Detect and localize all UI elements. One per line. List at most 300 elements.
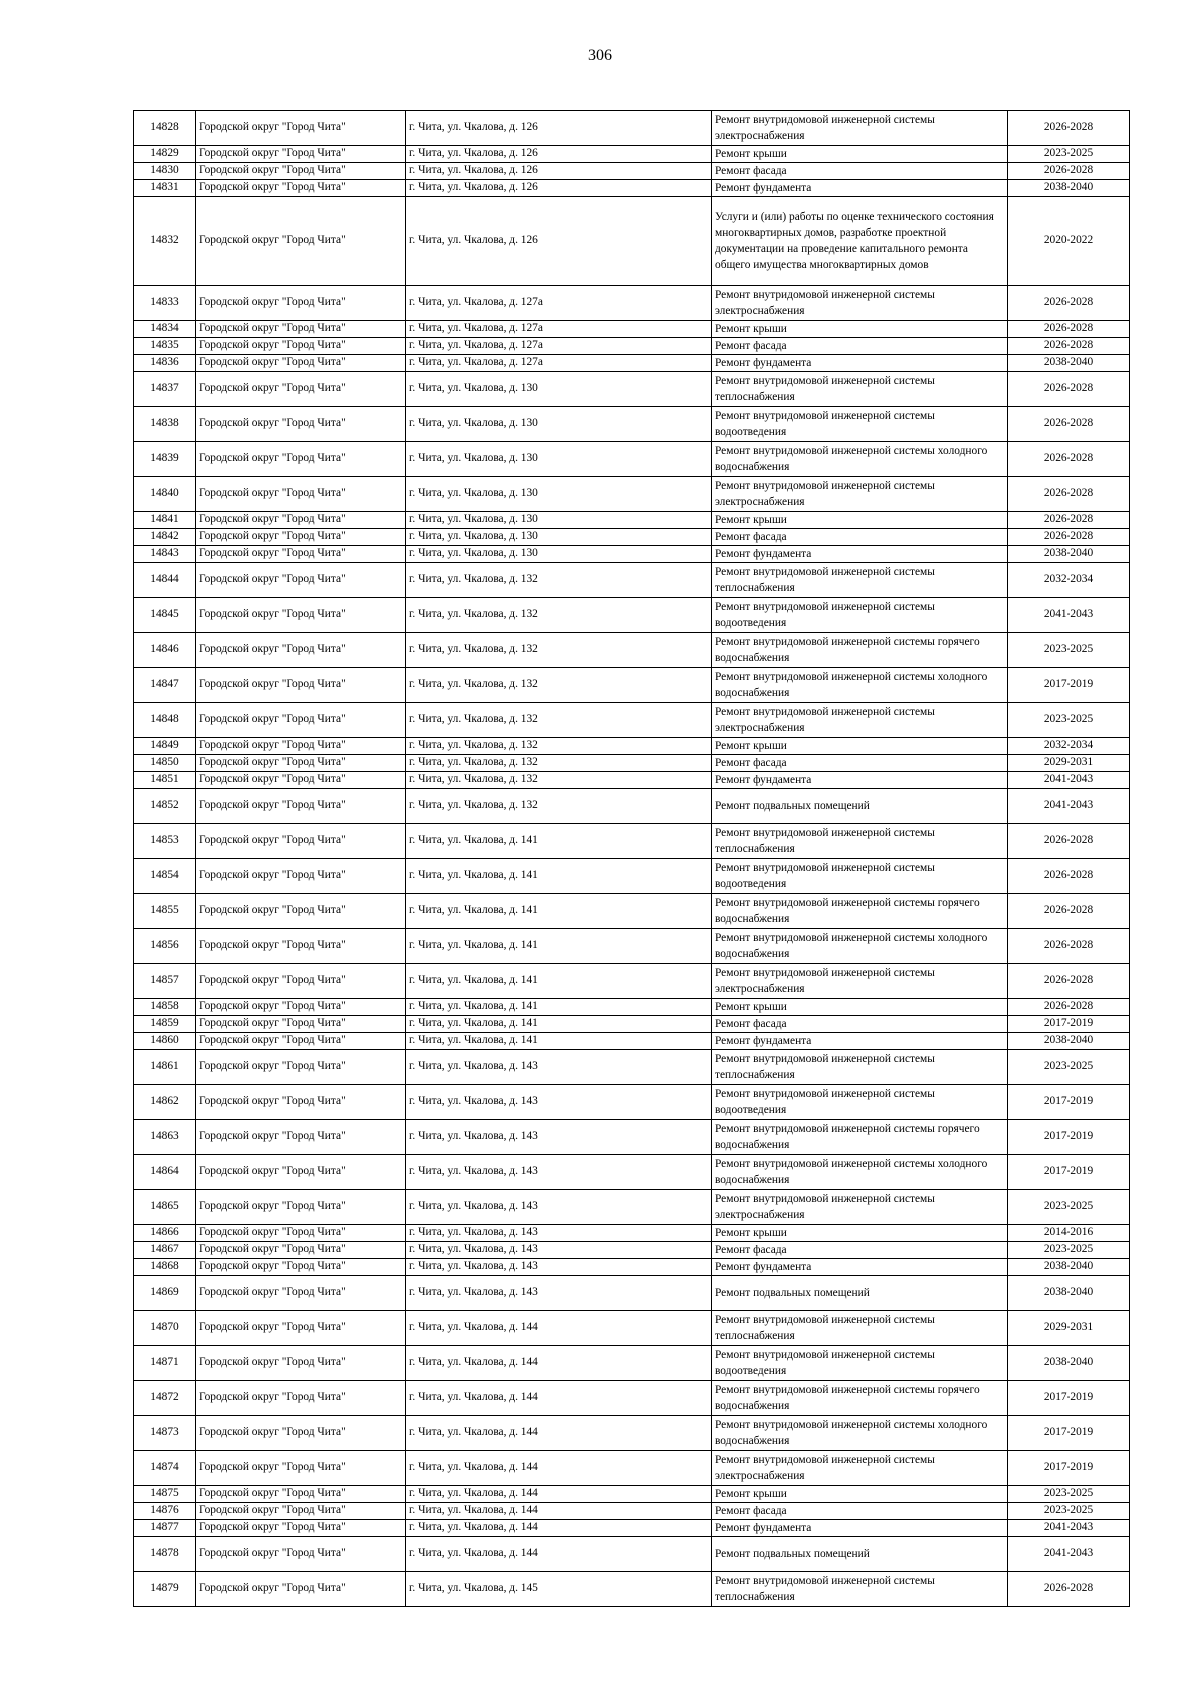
work-type-cell: Ремонт крыши bbox=[712, 1225, 1008, 1242]
repair-schedule-table bbox=[133, 110, 1130, 1607]
address-cell: г. Чита, ул. Чкалова, д. 132 bbox=[406, 633, 712, 668]
address-cell: г. Чита, ул. Чкалова, д. 132 bbox=[406, 598, 712, 633]
row-number-cell: 14831 bbox=[134, 180, 196, 197]
table-body bbox=[134, 111, 1130, 1607]
period-cell: 2041-2043 bbox=[1008, 1537, 1130, 1572]
period-cell: 2026-2028 bbox=[1008, 442, 1130, 477]
row-number-cell: 14879 bbox=[134, 1572, 196, 1607]
row-number-cell: 14869 bbox=[134, 1276, 196, 1311]
row-number-cell: 14852 bbox=[134, 789, 196, 824]
row-number-cell: 14850 bbox=[134, 755, 196, 772]
row-number-cell: 14845 bbox=[134, 598, 196, 633]
row-number-cell: 14841 bbox=[134, 512, 196, 529]
row-number-cell: 14849 bbox=[134, 738, 196, 755]
period-cell: 2026-2028 bbox=[1008, 407, 1130, 442]
period-cell: 2026-2028 bbox=[1008, 321, 1130, 338]
address-cell: г. Чита, ул. Чкалова, д. 132 bbox=[406, 772, 712, 789]
table-row bbox=[134, 1451, 1130, 1486]
table-row bbox=[134, 703, 1130, 738]
table-row bbox=[134, 999, 1130, 1016]
work-type-cell: Ремонт крыши bbox=[712, 321, 1008, 338]
period-cell: 2017-2019 bbox=[1008, 1016, 1130, 1033]
row-number-cell: 14875 bbox=[134, 1486, 196, 1503]
municipality-cell: Городской округ "Город Чита" bbox=[196, 407, 406, 442]
municipality-cell: Городской округ "Город Чита" bbox=[196, 1085, 406, 1120]
work-type-cell: Ремонт внутридомовой инженерной системы электроснабжения bbox=[712, 477, 1008, 512]
work-type-cell: Ремонт крыши bbox=[712, 146, 1008, 163]
municipality-cell: Городской округ "Город Чита" bbox=[196, 999, 406, 1016]
row-number-cell: 14830 bbox=[134, 163, 196, 180]
row-number-cell: 14871 bbox=[134, 1346, 196, 1381]
municipality-cell: Городской округ "Город Чита" bbox=[196, 1520, 406, 1537]
work-type-cell: Ремонт внутридомовой инженерной системы электроснабжения bbox=[712, 703, 1008, 738]
row-number-cell: 14832 bbox=[134, 197, 196, 286]
address-cell: г. Чита, ул. Чкалова, д. 141 bbox=[406, 1016, 712, 1033]
table-row bbox=[134, 1416, 1130, 1451]
period-cell: 2017-2019 bbox=[1008, 1155, 1130, 1190]
address-cell: г. Чита, ул. Чкалова, д. 127а bbox=[406, 338, 712, 355]
period-cell: 2014-2016 bbox=[1008, 1225, 1130, 1242]
work-type-cell: Ремонт фасада bbox=[712, 1016, 1008, 1033]
row-number-cell: 14837 bbox=[134, 372, 196, 407]
address-cell: г. Чита, ул. Чкалова, д. 130 bbox=[406, 546, 712, 563]
period-cell: 2026-2028 bbox=[1008, 477, 1130, 512]
municipality-cell: Городской округ "Город Чита" bbox=[196, 1225, 406, 1242]
municipality-cell: Городской округ "Город Чита" bbox=[196, 546, 406, 563]
address-cell: г. Чита, ул. Чкалова, д. 130 bbox=[406, 512, 712, 529]
municipality-cell: Городской округ "Город Чита" bbox=[196, 894, 406, 929]
work-type-cell: Ремонт фасада bbox=[712, 529, 1008, 546]
row-number-cell: 14828 bbox=[134, 111, 196, 146]
municipality-cell: Городской округ "Город Чита" bbox=[196, 477, 406, 512]
period-cell: 2017-2019 bbox=[1008, 1085, 1130, 1120]
municipality-cell: Городской округ "Город Чита" bbox=[196, 1311, 406, 1346]
municipality-cell: Городской округ "Город Чита" bbox=[196, 321, 406, 338]
period-cell: 2026-2028 bbox=[1008, 111, 1130, 146]
municipality-cell: Городской округ "Город Чита" bbox=[196, 197, 406, 286]
address-cell: г. Чита, ул. Чкалова, д. 143 bbox=[406, 1259, 712, 1276]
work-type-cell: Ремонт фасада bbox=[712, 1503, 1008, 1520]
address-cell: г. Чита, ул. Чкалова, д. 126 bbox=[406, 180, 712, 197]
work-type-cell: Ремонт внутридомовой инженерной системы холодного водоснабжения bbox=[712, 929, 1008, 964]
address-cell: г. Чита, ул. Чкалова, д. 141 bbox=[406, 859, 712, 894]
row-number-cell: 14877 bbox=[134, 1520, 196, 1537]
table-row bbox=[134, 512, 1130, 529]
period-cell: 2026-2028 bbox=[1008, 859, 1130, 894]
row-number-cell: 14870 bbox=[134, 1311, 196, 1346]
period-cell: 2041-2043 bbox=[1008, 598, 1130, 633]
table-row bbox=[134, 146, 1130, 163]
work-type-cell: Ремонт внутридомовой инженерной системы горячего водоснабжения bbox=[712, 894, 1008, 929]
municipality-cell: Городской округ "Город Чита" bbox=[196, 372, 406, 407]
address-cell: г. Чита, ул. Чкалова, д. 144 bbox=[406, 1311, 712, 1346]
address-cell: г. Чита, ул. Чкалова, д. 141 bbox=[406, 894, 712, 929]
row-number-cell: 14853 bbox=[134, 824, 196, 859]
row-number-cell: 14861 bbox=[134, 1050, 196, 1085]
period-cell: 2026-2028 bbox=[1008, 1572, 1130, 1607]
address-cell: г. Чита, ул. Чкалова, д. 132 bbox=[406, 668, 712, 703]
period-cell: 2029-2031 bbox=[1008, 755, 1130, 772]
period-cell: 2023-2025 bbox=[1008, 703, 1130, 738]
municipality-cell: Городской округ "Город Чита" bbox=[196, 111, 406, 146]
address-cell: г. Чита, ул. Чкалова, д. 143 bbox=[406, 1276, 712, 1311]
municipality-cell: Городской округ "Город Чита" bbox=[196, 703, 406, 738]
row-number-cell: 14857 bbox=[134, 964, 196, 999]
work-type-cell: Ремонт крыши bbox=[712, 512, 1008, 529]
period-cell: 2026-2028 bbox=[1008, 824, 1130, 859]
table-row bbox=[134, 1085, 1130, 1120]
municipality-cell: Городской округ "Город Чита" bbox=[196, 1259, 406, 1276]
municipality-cell: Городской округ "Город Чита" bbox=[196, 633, 406, 668]
address-cell: г. Чита, ул. Чкалова, д. 144 bbox=[406, 1503, 712, 1520]
period-cell: 2020-2022 bbox=[1008, 197, 1130, 286]
work-type-cell: Ремонт фундамента bbox=[712, 772, 1008, 789]
municipality-cell: Городской округ "Город Чита" bbox=[196, 824, 406, 859]
address-cell: г. Чита, ул. Чкалова, д. 144 bbox=[406, 1537, 712, 1572]
work-type-cell: Ремонт фундамента bbox=[712, 1033, 1008, 1050]
work-type-cell: Ремонт внутридомовой инженерной системы водоотведения bbox=[712, 1085, 1008, 1120]
row-number-cell: 14844 bbox=[134, 563, 196, 598]
table-row bbox=[134, 1537, 1130, 1572]
work-type-cell: Ремонт внутридомовой инженерной системы холодного водоснабжения bbox=[712, 442, 1008, 477]
work-type-cell: Ремонт внутридомовой инженерной системы теплоснабжения bbox=[712, 1572, 1008, 1607]
row-number-cell: 14867 bbox=[134, 1242, 196, 1259]
municipality-cell: Городской округ "Город Чита" bbox=[196, 1242, 406, 1259]
municipality-cell: Городской округ "Город Чита" bbox=[196, 529, 406, 546]
table-row bbox=[134, 563, 1130, 598]
municipality-cell: Городской округ "Город Чита" bbox=[196, 442, 406, 477]
row-number-cell: 14856 bbox=[134, 929, 196, 964]
municipality-cell: Городской округ "Город Чита" bbox=[196, 1486, 406, 1503]
work-type-cell: Ремонт внутридомовой инженерной системы водоотведения bbox=[712, 1346, 1008, 1381]
work-type-cell: Ремонт подвальных помещений bbox=[712, 1537, 1008, 1572]
address-cell: г. Чита, ул. Чкалова, д. 126 bbox=[406, 146, 712, 163]
row-number-cell: 14873 bbox=[134, 1416, 196, 1451]
address-cell: г. Чита, ул. Чкалова, д. 141 bbox=[406, 999, 712, 1016]
period-cell: 2041-2043 bbox=[1008, 772, 1130, 789]
address-cell: г. Чита, ул. Чкалова, д. 127а bbox=[406, 355, 712, 372]
period-cell: 2023-2025 bbox=[1008, 1190, 1130, 1225]
address-cell: г. Чита, ул. Чкалова, д. 144 bbox=[406, 1381, 712, 1416]
period-cell: 2041-2043 bbox=[1008, 1520, 1130, 1537]
address-cell: г. Чита, ул. Чкалова, д. 130 bbox=[406, 372, 712, 407]
work-type-cell: Ремонт крыши bbox=[712, 1486, 1008, 1503]
municipality-cell: Городской округ "Город Чита" bbox=[196, 355, 406, 372]
table-row bbox=[134, 1242, 1130, 1259]
address-cell: г. Чита, ул. Чкалова, д. 132 bbox=[406, 738, 712, 755]
table-row bbox=[134, 929, 1130, 964]
municipality-cell: Городской округ "Город Чита" bbox=[196, 512, 406, 529]
municipality-cell: Городской округ "Город Чита" bbox=[196, 1016, 406, 1033]
table-row bbox=[134, 372, 1130, 407]
table-row bbox=[134, 1276, 1130, 1311]
table-row bbox=[134, 338, 1130, 355]
period-cell: 2023-2025 bbox=[1008, 1242, 1130, 1259]
address-cell: г. Чита, ул. Чкалова, д. 144 bbox=[406, 1416, 712, 1451]
address-cell: г. Чита, ул. Чкалова, д. 141 bbox=[406, 964, 712, 999]
period-cell: 2017-2019 bbox=[1008, 668, 1130, 703]
period-cell: 2023-2025 bbox=[1008, 1486, 1130, 1503]
municipality-cell: Городской округ "Город Чита" bbox=[196, 1050, 406, 1085]
row-number-cell: 14848 bbox=[134, 703, 196, 738]
municipality-cell: Городской округ "Город Чита" bbox=[196, 563, 406, 598]
work-type-cell: Ремонт внутридомовой инженерной системы теплоснабжения bbox=[712, 563, 1008, 598]
address-cell: г. Чита, ул. Чкалова, д. 144 bbox=[406, 1520, 712, 1537]
address-cell: г. Чита, ул. Чкалова, д. 143 bbox=[406, 1190, 712, 1225]
period-cell: 2032-2034 bbox=[1008, 738, 1130, 755]
row-number-cell: 14843 bbox=[134, 546, 196, 563]
table-row bbox=[134, 163, 1130, 180]
period-cell: 2023-2025 bbox=[1008, 1503, 1130, 1520]
table-row bbox=[134, 111, 1130, 146]
table-row bbox=[134, 755, 1130, 772]
address-cell: г. Чита, ул. Чкалова, д. 145 bbox=[406, 1572, 712, 1607]
work-type-cell: Ремонт внутридомовой инженерной системы водоотведения bbox=[712, 598, 1008, 633]
address-cell: г. Чита, ул. Чкалова, д. 141 bbox=[406, 824, 712, 859]
address-cell: г. Чита, ул. Чкалова, д. 130 bbox=[406, 529, 712, 546]
municipality-cell: Городской округ "Город Чита" bbox=[196, 859, 406, 894]
row-number-cell: 14878 bbox=[134, 1537, 196, 1572]
period-cell: 2023-2025 bbox=[1008, 633, 1130, 668]
work-type-cell: Ремонт внутридомовой инженерной системы теплоснабжения bbox=[712, 824, 1008, 859]
work-type-cell: Ремонт фундамента bbox=[712, 1259, 1008, 1276]
work-type-cell: Ремонт внутридомовой инженерной системы водоотведения bbox=[712, 859, 1008, 894]
work-type-cell: Ремонт внутридомовой инженерной системы электроснабжения bbox=[712, 964, 1008, 999]
period-cell: 2017-2019 bbox=[1008, 1120, 1130, 1155]
work-type-cell: Ремонт подвальных помещений bbox=[712, 1276, 1008, 1311]
row-number-cell: 14838 bbox=[134, 407, 196, 442]
row-number-cell: 14836 bbox=[134, 355, 196, 372]
period-cell: 2038-2040 bbox=[1008, 1033, 1130, 1050]
work-type-cell: Ремонт внутридомовой инженерной системы горячего водоснабжения bbox=[712, 1381, 1008, 1416]
row-number-cell: 14851 bbox=[134, 772, 196, 789]
table-row bbox=[134, 1311, 1130, 1346]
table-row bbox=[134, 668, 1130, 703]
address-cell: г. Чита, ул. Чкалова, д. 130 bbox=[406, 442, 712, 477]
table-row bbox=[134, 286, 1130, 321]
row-number-cell: 14862 bbox=[134, 1085, 196, 1120]
work-type-cell: Ремонт подвальных помещений bbox=[712, 789, 1008, 824]
address-cell: г. Чита, ул. Чкалова, д. 132 bbox=[406, 703, 712, 738]
municipality-cell: Городской округ "Город Чита" bbox=[196, 1572, 406, 1607]
work-type-cell: Ремонт внутридомовой инженерной системы электроснабжения bbox=[712, 111, 1008, 146]
municipality-cell: Городской округ "Город Чита" bbox=[196, 668, 406, 703]
period-cell: 2038-2040 bbox=[1008, 1259, 1130, 1276]
work-type-cell: Ремонт внутридомовой инженерной системы теплоснабжения bbox=[712, 372, 1008, 407]
row-number-cell: 14866 bbox=[134, 1225, 196, 1242]
row-number-cell: 14865 bbox=[134, 1190, 196, 1225]
municipality-cell: Городской округ "Город Чита" bbox=[196, 755, 406, 772]
table-row bbox=[134, 1225, 1130, 1242]
work-type-cell: Услуги и (или) работы по оценке технического состояния многоквартирных домов, разработке проектной документации на проведение капитального ремонта общего имущества многоквартирных домов bbox=[712, 197, 1008, 286]
table-row bbox=[134, 180, 1130, 197]
work-type-cell: Ремонт внутридомовой инженерной системы холодного водоснабжения bbox=[712, 1416, 1008, 1451]
table-row bbox=[134, 1050, 1130, 1085]
table-row bbox=[134, 407, 1130, 442]
municipality-cell: Городской округ "Город Чита" bbox=[196, 1416, 406, 1451]
table-row bbox=[134, 546, 1130, 563]
work-type-cell: Ремонт фундамента bbox=[712, 1520, 1008, 1537]
table-row bbox=[134, 321, 1130, 338]
address-cell: г. Чита, ул. Чкалова, д. 130 bbox=[406, 407, 712, 442]
table-row bbox=[134, 442, 1130, 477]
address-cell: г. Чита, ул. Чкалова, д. 144 bbox=[406, 1486, 712, 1503]
municipality-cell: Городской округ "Город Чита" bbox=[196, 1120, 406, 1155]
municipality-cell: Городской округ "Город Чита" bbox=[196, 1451, 406, 1486]
page-number: 306 bbox=[588, 47, 612, 64]
period-cell: 2029-2031 bbox=[1008, 1311, 1130, 1346]
period-cell: 2026-2028 bbox=[1008, 929, 1130, 964]
table-row bbox=[134, 824, 1130, 859]
period-cell: 2026-2028 bbox=[1008, 338, 1130, 355]
work-type-cell: Ремонт внутридомовой инженерной системы водоотведения bbox=[712, 407, 1008, 442]
row-number-cell: 14855 bbox=[134, 894, 196, 929]
municipality-cell: Городской округ "Город Чита" bbox=[196, 338, 406, 355]
work-type-cell: Ремонт фасада bbox=[712, 338, 1008, 355]
table-row bbox=[134, 1190, 1130, 1225]
address-cell: г. Чита, ул. Чкалова, д. 132 bbox=[406, 755, 712, 772]
address-cell: г. Чита, ул. Чкалова, д. 143 bbox=[406, 1155, 712, 1190]
table-row bbox=[134, 1503, 1130, 1520]
address-cell: г. Чита, ул. Чкалова, д. 130 bbox=[406, 477, 712, 512]
work-type-cell: Ремонт внутридомовой инженерной системы холодного водоснабжения bbox=[712, 668, 1008, 703]
period-cell: 2026-2028 bbox=[1008, 529, 1130, 546]
period-cell: 2038-2040 bbox=[1008, 1346, 1130, 1381]
row-number-cell: 14834 bbox=[134, 321, 196, 338]
row-number-cell: 14829 bbox=[134, 146, 196, 163]
row-number-cell: 14864 bbox=[134, 1155, 196, 1190]
table-row bbox=[134, 197, 1130, 286]
period-cell: 2038-2040 bbox=[1008, 180, 1130, 197]
address-cell: г. Чита, ул. Чкалова, д. 126 bbox=[406, 163, 712, 180]
row-number-cell: 14840 bbox=[134, 477, 196, 512]
table-row bbox=[134, 1016, 1130, 1033]
row-number-cell: 14833 bbox=[134, 286, 196, 321]
municipality-cell: Городской округ "Город Чита" bbox=[196, 772, 406, 789]
work-type-cell: Ремонт крыши bbox=[712, 738, 1008, 755]
address-cell: г. Чита, ул. Чкалова, д. 143 bbox=[406, 1242, 712, 1259]
period-cell: 2041-2043 bbox=[1008, 789, 1130, 824]
municipality-cell: Городской округ "Город Чита" bbox=[196, 789, 406, 824]
period-cell: 2026-2028 bbox=[1008, 512, 1130, 529]
address-cell: г. Чита, ул. Чкалова, д. 126 bbox=[406, 197, 712, 286]
work-type-cell: Ремонт фундамента bbox=[712, 180, 1008, 197]
table-row bbox=[134, 789, 1130, 824]
municipality-cell: Городской округ "Город Чита" bbox=[196, 738, 406, 755]
table-row bbox=[134, 1486, 1130, 1503]
row-number-cell: 14876 bbox=[134, 1503, 196, 1520]
municipality-cell: Городской округ "Город Чита" bbox=[196, 146, 406, 163]
row-number-cell: 14839 bbox=[134, 442, 196, 477]
table-row bbox=[134, 738, 1130, 755]
row-number-cell: 14835 bbox=[134, 338, 196, 355]
municipality-cell: Городской округ "Город Чита" bbox=[196, 180, 406, 197]
row-number-cell: 14847 bbox=[134, 668, 196, 703]
row-number-cell: 14858 bbox=[134, 999, 196, 1016]
period-cell: 2038-2040 bbox=[1008, 355, 1130, 372]
row-number-cell: 14874 bbox=[134, 1451, 196, 1486]
period-cell: 2026-2028 bbox=[1008, 286, 1130, 321]
period-cell: 2017-2019 bbox=[1008, 1416, 1130, 1451]
municipality-cell: Городской округ "Город Чита" bbox=[196, 286, 406, 321]
table-row bbox=[134, 772, 1130, 789]
table-row bbox=[134, 1572, 1130, 1607]
work-type-cell: Ремонт внутридомовой инженерной системы теплоснабжения bbox=[712, 1311, 1008, 1346]
municipality-cell: Городской округ "Город Чита" bbox=[196, 1276, 406, 1311]
period-cell: 2026-2028 bbox=[1008, 163, 1130, 180]
table-row bbox=[134, 1259, 1130, 1276]
period-cell: 2017-2019 bbox=[1008, 1381, 1130, 1416]
address-cell: г. Чита, ул. Чкалова, д. 141 bbox=[406, 1033, 712, 1050]
row-number-cell: 14863 bbox=[134, 1120, 196, 1155]
period-cell: 2017-2019 bbox=[1008, 1451, 1130, 1486]
work-type-cell: Ремонт фундамента bbox=[712, 546, 1008, 563]
period-cell: 2038-2040 bbox=[1008, 1276, 1130, 1311]
work-type-cell: Ремонт фасада bbox=[712, 1242, 1008, 1259]
municipality-cell: Городской округ "Город Чита" bbox=[196, 1190, 406, 1225]
period-cell: 2026-2028 bbox=[1008, 999, 1130, 1016]
municipality-cell: Городской округ "Город Чита" bbox=[196, 964, 406, 999]
address-cell: г. Чита, ул. Чкалова, д. 132 bbox=[406, 789, 712, 824]
address-cell: г. Чита, ул. Чкалова, д. 141 bbox=[406, 929, 712, 964]
table-row bbox=[134, 964, 1130, 999]
table-row bbox=[134, 1346, 1130, 1381]
table-row bbox=[134, 894, 1130, 929]
period-cell: 2026-2028 bbox=[1008, 964, 1130, 999]
address-cell: г. Чита, ул. Чкалова, д. 143 bbox=[406, 1085, 712, 1120]
period-cell: 2023-2025 bbox=[1008, 1050, 1130, 1085]
work-type-cell: Ремонт фундамента bbox=[712, 355, 1008, 372]
work-type-cell: Ремонт крыши bbox=[712, 999, 1008, 1016]
row-number-cell: 14868 bbox=[134, 1259, 196, 1276]
period-cell: 2032-2034 bbox=[1008, 563, 1130, 598]
row-number-cell: 14842 bbox=[134, 529, 196, 546]
period-cell: 2026-2028 bbox=[1008, 372, 1130, 407]
table-row bbox=[134, 355, 1130, 372]
table-row bbox=[134, 1120, 1130, 1155]
table-row bbox=[134, 598, 1130, 633]
municipality-cell: Городской округ "Город Чита" bbox=[196, 1503, 406, 1520]
work-type-cell: Ремонт внутридомовой инженерной системы электроснабжения bbox=[712, 286, 1008, 321]
row-number-cell: 14872 bbox=[134, 1381, 196, 1416]
municipality-cell: Городской округ "Город Чита" bbox=[196, 1381, 406, 1416]
address-cell: г. Чита, ул. Чкалова, д. 127а bbox=[406, 286, 712, 321]
work-type-cell: Ремонт внутридомовой инженерной системы электроснабжения bbox=[712, 1451, 1008, 1486]
table-row bbox=[134, 1520, 1130, 1537]
address-cell: г. Чита, ул. Чкалова, д. 144 bbox=[406, 1346, 712, 1381]
address-cell: г. Чита, ул. Чкалова, д. 143 bbox=[406, 1120, 712, 1155]
work-type-cell: Ремонт внутридомовой инженерной системы теплоснабжения bbox=[712, 1050, 1008, 1085]
address-cell: г. Чита, ул. Чкалова, д. 144 bbox=[406, 1451, 712, 1486]
work-type-cell: Ремонт фасада bbox=[712, 163, 1008, 180]
row-number-cell: 14859 bbox=[134, 1016, 196, 1033]
municipality-cell: Городской округ "Город Чита" bbox=[196, 1346, 406, 1381]
address-cell: г. Чита, ул. Чкалова, д. 126 bbox=[406, 111, 712, 146]
address-cell: г. Чита, ул. Чкалова, д. 132 bbox=[406, 563, 712, 598]
row-number-cell: 14846 bbox=[134, 633, 196, 668]
row-number-cell: 14854 bbox=[134, 859, 196, 894]
period-cell: 2026-2028 bbox=[1008, 894, 1130, 929]
municipality-cell: Городской округ "Город Чита" bbox=[196, 929, 406, 964]
work-type-cell: Ремонт внутридомовой инженерной системы электроснабжения bbox=[712, 1190, 1008, 1225]
municipality-cell: Городской округ "Город Чита" bbox=[196, 163, 406, 180]
address-cell: г. Чита, ул. Чкалова, д. 127а bbox=[406, 321, 712, 338]
work-type-cell: Ремонт внутридомовой инженерной системы холодного водоснабжения bbox=[712, 1155, 1008, 1190]
municipality-cell: Городской округ "Город Чита" bbox=[196, 1537, 406, 1572]
table-row bbox=[134, 1381, 1130, 1416]
work-type-cell: Ремонт фасада bbox=[712, 755, 1008, 772]
period-cell: 2038-2040 bbox=[1008, 546, 1130, 563]
